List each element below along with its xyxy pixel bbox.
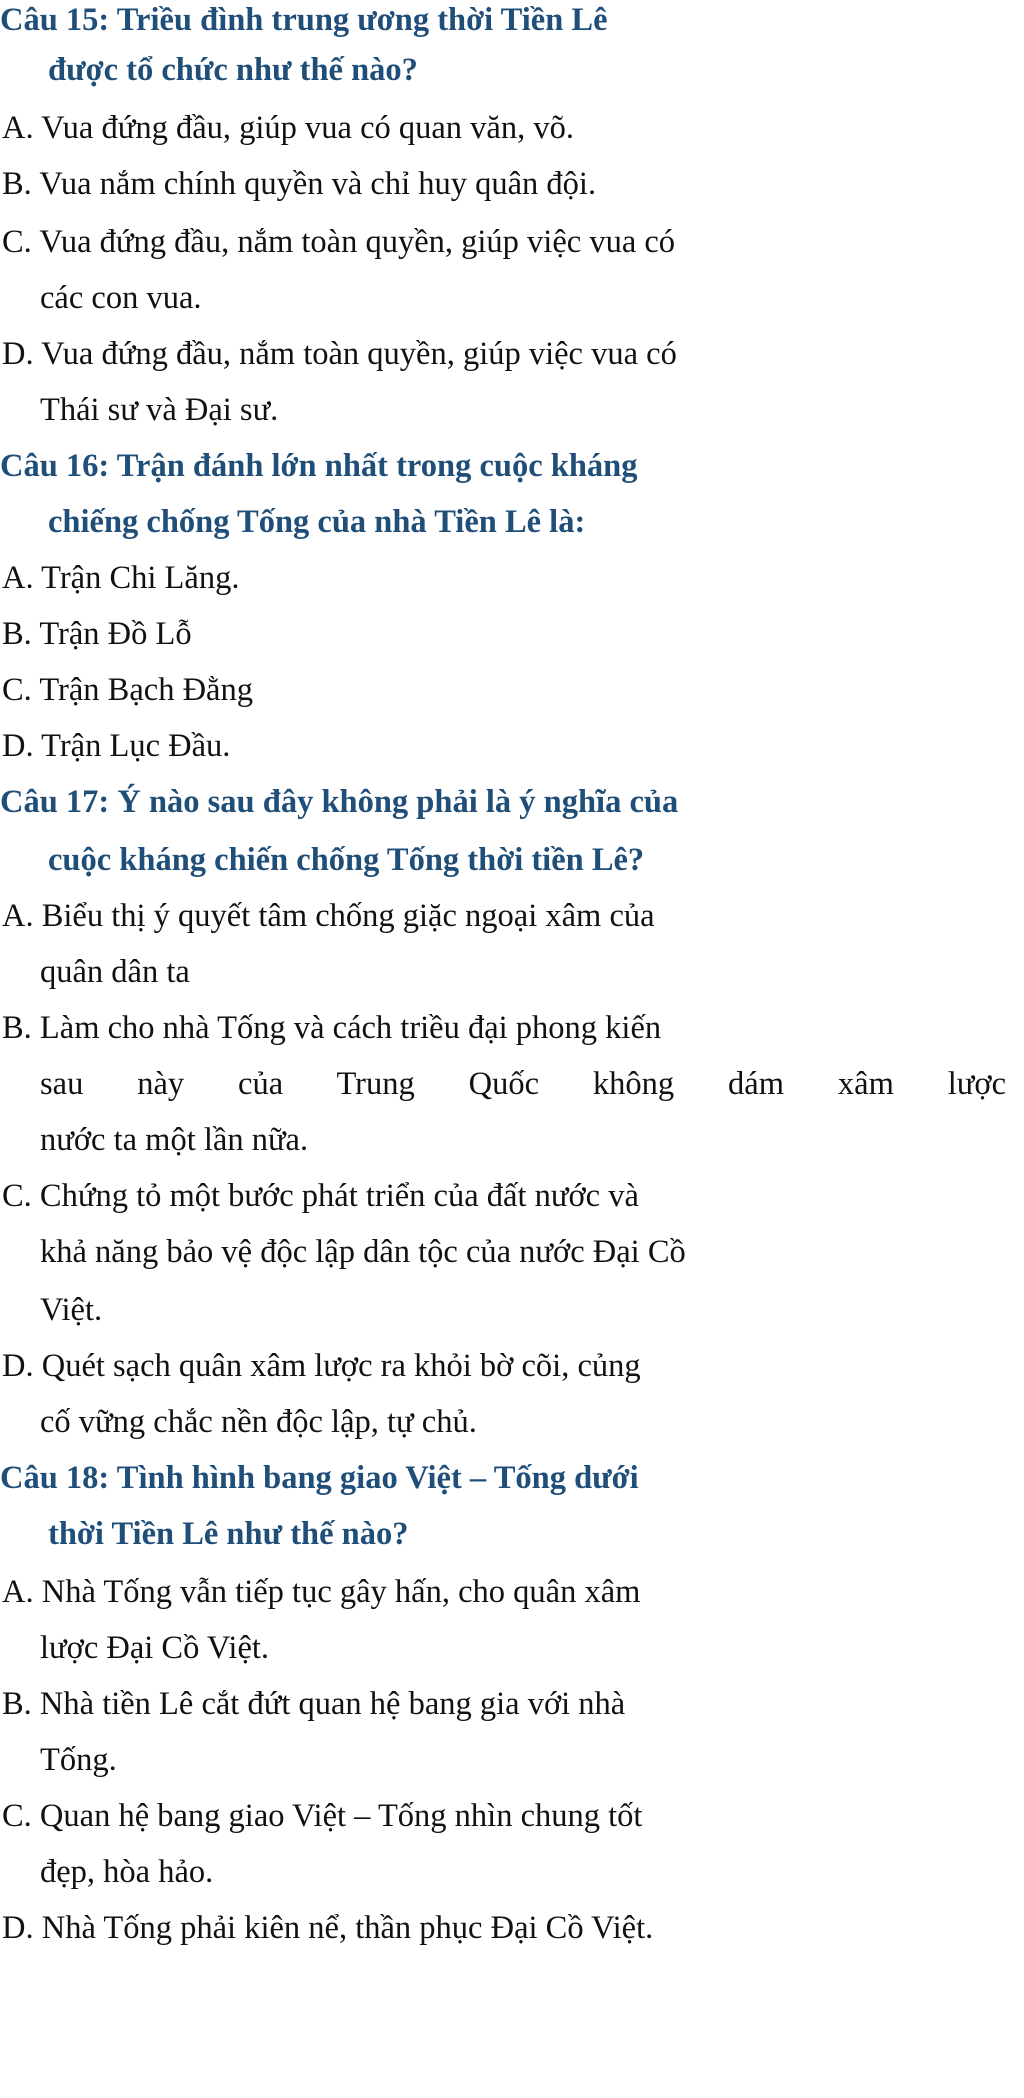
question-15-option-a: A. Vua đứng đầu, giúp vua có quan văn, võ. <box>2 110 574 146</box>
question-17-option-b-line-2: sau này của Trung Quốc không dám xâm lược <box>40 1066 1006 1102</box>
question-18-option-a-line-2: lược Đại Cồ Việt. <box>40 1630 270 1666</box>
question-17-option-c-line-3: Việt. <box>40 1292 103 1328</box>
question-15-option-d-line-1: D. Vua đứng đầu, nắm toàn quyền, giúp việc vua có <box>2 336 677 372</box>
question-17-option-b-line-1: B. Làm cho nhà Tống và cách triều đại phong kiến <box>2 1010 662 1046</box>
question-15-option-d-line-2: Thái sư và Đại sư. <box>40 392 279 428</box>
question-17-option-c-line-2: khả năng bảo vệ độc lập dân tộc của nước Đại Cồ <box>40 1234 686 1270</box>
question-15-option-b: B. Vua nắm chính quyền và chỉ huy quân đội. <box>2 166 597 202</box>
question-17-option-a-line-2: quân dân ta <box>40 954 190 990</box>
question-15-title-line-1: Câu 15: Triều đình trung ương thời Tiền Lê <box>0 2 608 38</box>
question-18-option-b-line-1: B. Nhà tiền Lê cắt đứt quan hệ bang gia với nhà <box>2 1686 626 1722</box>
question-15-option-c-line-1: C. Vua đứng đầu, nắm toàn quyền, giúp việc vua có <box>2 224 676 260</box>
question-15-title-line-2: được tổ chức như thế nào? <box>48 52 418 88</box>
question-17-option-d-line-1: D. Quét sạch quân xâm lược ra khỏi bờ cõi, củng <box>2 1348 641 1384</box>
question-17-option-c-line-1: C. Chứng tỏ một bước phát triển của đất nước và <box>2 1178 639 1214</box>
question-18-option-a-line-1: A. Nhà Tống vẫn tiếp tục gây hấn, cho quân xâm <box>2 1574 641 1610</box>
question-17-option-d-line-2: cố vững chắc nền độc lập, tự chủ. <box>40 1404 477 1440</box>
question-18-option-c-line-2: đẹp, hòa hảo. <box>40 1854 214 1890</box>
question-18-option-b-line-2: Tống. <box>40 1742 117 1778</box>
question-18-title-line-1: Câu 18: Tình hình bang giao Việt – Tống dưới <box>0 1460 639 1496</box>
question-16-option-a: A. Trận Chi Lăng. <box>2 560 240 596</box>
question-16-title-line-1: Câu 16: Trận đánh lớn nhất trong cuộc kháng <box>0 448 638 484</box>
question-16-title-line-2: chiếng chống Tống của nhà Tiền Lê là: <box>48 504 586 540</box>
question-17-option-b-line-3: nước ta một lần nữa. <box>40 1122 309 1158</box>
question-18-title-line-2: thời Tiền Lê như thế nào? <box>48 1516 409 1552</box>
question-17-option-a-line-1: A. Biểu thị ý quyết tâm chống giặc ngoại xâm của <box>2 898 655 934</box>
question-18-option-c-line-1: C. Quan hệ bang giao Việt – Tống nhìn chung tốt <box>2 1798 643 1834</box>
question-18-option-d: D. Nhà Tống phải kiên nể, thần phục Đại Cồ Việt. <box>2 1910 654 1946</box>
question-16-option-c: C. Trận Bạch Đằng <box>2 672 253 708</box>
question-17-title-line-1: Câu 17: Ý nào sau đây không phải là ý nghĩa của <box>0 784 679 820</box>
question-17-title-line-2: cuộc kháng chiến chống Tống thời tiền Lê? <box>48 842 645 878</box>
question-16-option-b: B. Trận Đồ Lỗ <box>2 616 192 652</box>
question-16-option-d: D. Trận Lục Đầu. <box>2 728 231 764</box>
question-15-option-c-line-2: các con vua. <box>40 280 202 316</box>
